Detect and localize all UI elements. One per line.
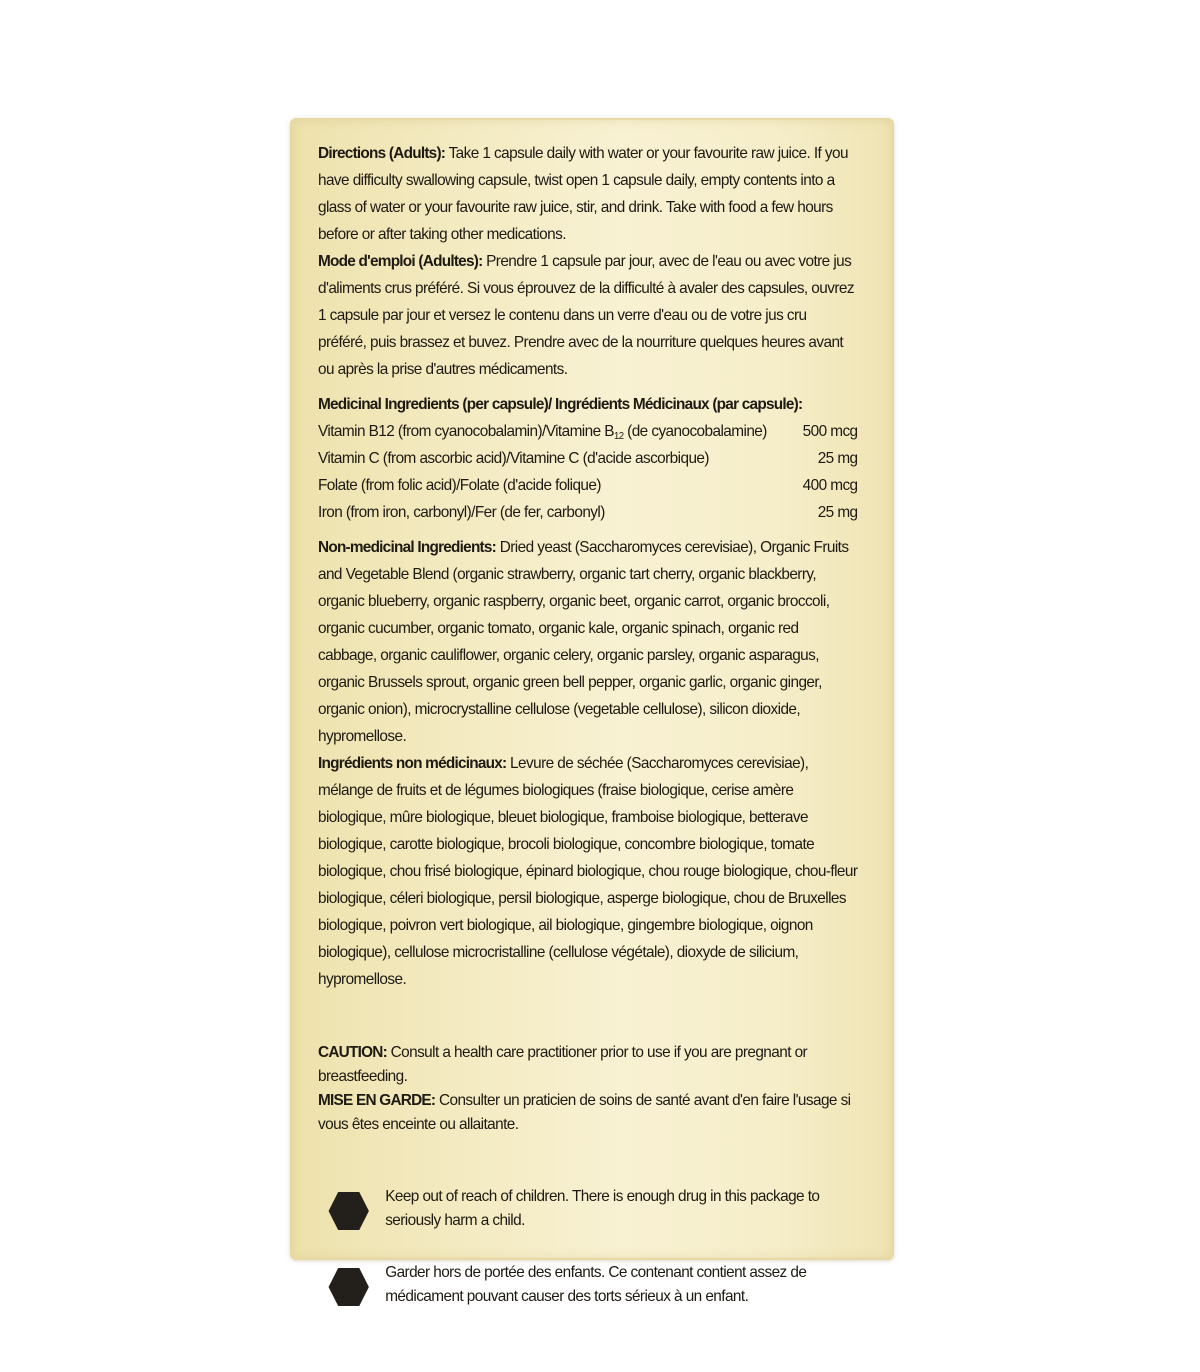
ingredient-name: Vitamin C (from ascorbic acid)/Vitamine C (d'acide ascorbique)	[318, 450, 709, 467]
ingredient-name: Folate (from folic acid)/Folate (d'acide folique)	[318, 477, 601, 494]
non-medicinal-fr	[318, 750, 858, 993]
non-medicinal-fr-label: Ingrédients non médicinaux:	[318, 755, 507, 772]
label-panel	[290, 118, 894, 1305]
directions-fr-text: Prendre 1 capsule par jour, avec de l'eau ou avec votre jus d'aliments crus préféré. Si vous éprouvez de la difficulté à avaler des capsules, ouvrez 1 capsule par jour et versez le contenu dans un verre d'eau ou de votre jus cru préféré, puis brassez et buvez. Prendre avec de la nourriture quelques heures avant ou après la prise d'autres médicaments.	[318, 253, 854, 378]
hexagon-warning-icon	[328, 1267, 370, 1307]
non-medicinal-en-text: Dried yeast (Saccharomyces cerevisiae), Organic Fruits and Vegetable Blend (organic strawberry, organic tart cherry, organic blackberry, organic blueberry, organic raspberry, organic beet, organic carrot, organic broccoli, organic cucumber, organic tomato, organic kale, organic spinach, organic red cabbage, organic cauliflower, organic celery, organic parsley, organic asparagus, organic Brussels sprout, organic green bell pepper, organic garlic, organic ginger, organic onion), microcrystalline cellulose (vegetable cellulose), silicon dioxide, hypromellose.	[318, 539, 849, 745]
spacer	[318, 526, 858, 534]
directions-fr	[318, 248, 858, 383]
ingredient-amount: 25 mg	[817, 504, 858, 521]
non-medicinal-fr-text: Levure de séchée (Saccharomyces cerevisiae), mélange de fruits et de légumes biologiques (fraise biologique, cerise amère biologique, mûre biologique, bleuet biologique, framboise biologique, betterave biologique, carotte biologique, brocoli biologique, concombre biologique, tomate biologique, chou frisé biologique, épinard biologique, chou rouge biologique, chou-fleur biologique, céleri biologique, persil biologique, asperge biologique, chou de Bruxelles biologique, poivron vert biologique, ail biologique, gingembre biologique, oignon biologique), cellulose microcristalline (cellulose végétale), dioxyde de silicium, hypromellose.	[318, 755, 858, 988]
warning-en-text: Keep out of reach of children. There is enough drug in this package to seriously harm a child.	[385, 1188, 820, 1229]
ingredient-name: Iron (from iron, carbonyl)/Fer (de fer, carbonyl)	[318, 504, 605, 521]
spacer	[318, 383, 858, 391]
label-content	[318, 140, 858, 1309]
ingredient-name-tail: (de cyanocobalamine)	[623, 423, 767, 440]
spacer	[318, 1233, 858, 1261]
caution-fr	[318, 1089, 858, 1137]
warning-en	[318, 1185, 858, 1233]
directions-en	[318, 140, 858, 248]
directions-en-text: Take 1 capsule daily with water or your favourite raw juice. If you have difficulty swallowing capsule, twist open 1 capsule daily, empty contents into a glass of water or your favourite raw juice, stir, and drink. Take with food a few hours before or after taking other medications.	[318, 145, 848, 243]
non-medicinal-en-label: Non-medicinal Ingredients:	[318, 539, 497, 556]
ingredient-amount: 500 mcg	[802, 423, 858, 440]
ingredient-amount: 25 mg	[817, 450, 858, 467]
spacer	[318, 1137, 858, 1185]
ingredient-row	[318, 445, 858, 472]
ingredient-row	[318, 472, 858, 499]
ingredient-name	[318, 418, 767, 445]
ingredient-name-subscript: 12	[613, 431, 624, 442]
directions-en-label: Directions (Adults):	[318, 145, 446, 162]
non-medicinal-en	[318, 534, 858, 750]
ingredient-amount: 400 mcg	[802, 477, 858, 494]
warning-fr-text: Garder hors de portée des enfants. Ce contenant contient assez de médicament pouvant causer des torts sérieux à un enfant.	[385, 1264, 807, 1305]
warning-fr	[318, 1261, 858, 1309]
caution-fr-label: MISE EN GARDE:	[318, 1092, 436, 1109]
ingredient-name-main: Vitamin B12 (from cyanocobalamin)/Vitamine B	[318, 423, 614, 440]
directions-fr-label: Mode d'emploi (Adultes):	[318, 253, 483, 270]
medicinal-ingredients-title: Medicinal Ingredients (per capsule)/ Ingrédients Médicinaux (par capsule):	[318, 396, 803, 413]
medicinal-ingredients-table	[318, 418, 858, 526]
hexagon-warning-icon	[328, 1191, 370, 1231]
caution-fr-text: Consulter un praticien de soins de santé avant d'en faire l'usage si vous êtes enceinte ou allaitante.	[318, 1092, 851, 1133]
caution-en-text: Consult a health care practitioner prior to use if you are pregnant or breastfeeding.	[318, 1044, 808, 1085]
caution-en	[318, 1041, 858, 1089]
ingredient-row	[318, 499, 858, 526]
ingredient-row	[318, 418, 858, 445]
caution-en-label: CAUTION:	[318, 1044, 387, 1061]
spacer	[318, 993, 858, 1041]
